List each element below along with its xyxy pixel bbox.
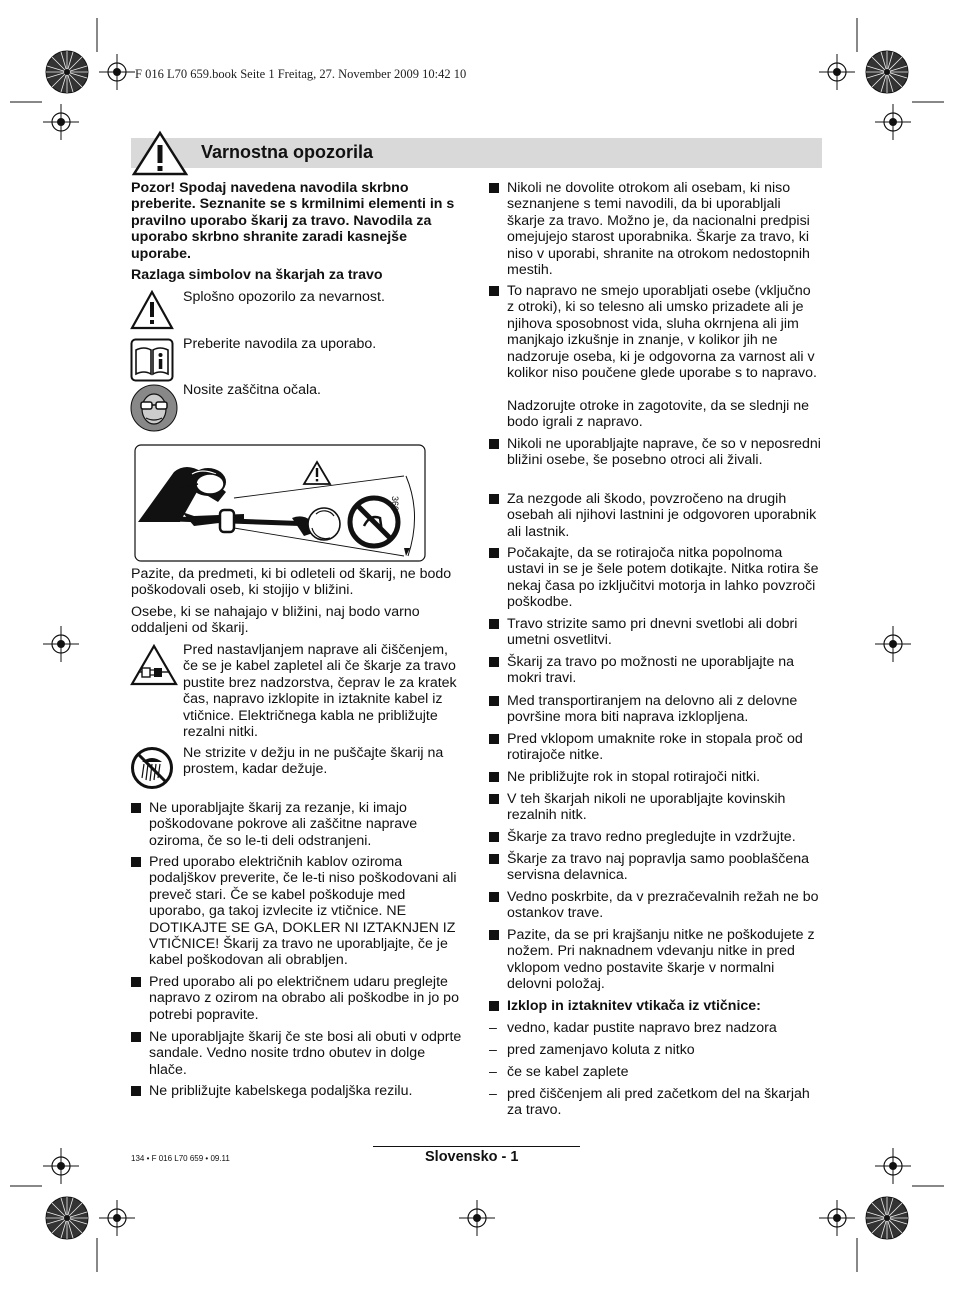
page-number: Slovensko - 1: [425, 1149, 519, 1165]
read-manual-icon: [130, 338, 174, 382]
footer-rule: [373, 1146, 580, 1147]
paragraph-bystanders: Osebe, ki se nahajajo v bližini, naj bodo varno oddaljeni od škarij.: [131, 604, 420, 637]
symbol-text-manual: Preberite navodila za uporabo.: [183, 336, 377, 352]
symbol-text-warning: Splošno opozorilo za nevarnost.: [183, 289, 385, 305]
no-rain-icon: [130, 746, 174, 790]
symbols-heading: Razlaga simbolov na škarjah za travo: [131, 267, 383, 283]
section-title: Varnostna opozorila: [201, 142, 374, 162]
unplug-instruction: Pred nastavljanjem naprave ali čiščenjem, če se je kabel zapletel ali če škarje za travo pustite brez nadzorstva, čeprav le za kratek čas, napravo izklopite in iztaknite kabel iz vtičnice. Električnega kabla ne približujte rezalni nitki.: [183, 642, 457, 741]
intro-warning: Pozor! Spodaj navedena navodila skrbno preberite. Seznanite se s krmilnimi elementi in s pravilno uporabo škarij za travo. Navodila za uporabo skrbno shranite zaradi kasnejše uporabe.: [131, 180, 455, 262]
safety-glasses-icon: [130, 384, 178, 432]
warning-triangle-icon: [130, 290, 174, 330]
footer-code: 134 • F 016 L70 659 • 09.11: [131, 1154, 230, 1163]
warning-triangle-icon: [131, 130, 189, 176]
trimmer-safety-diagram: [134, 444, 426, 562]
unplug-warning-icon: [130, 644, 178, 686]
symbol-text-glasses: Nosite zaščitna očala.: [183, 382, 322, 398]
print-slug: F 016 L70 659.book Seite 1 Freitag, 27. November 2009 10:42 10: [135, 67, 467, 81]
paragraph-debris: Pazite, da predmeti, ki bi odleteli od škarij, ne bodo poškodovali oseb, ki stojijo v bližini.: [131, 566, 452, 599]
rain-instruction: Ne strizite v dežju in ne puščajte škarij na prostem, kadar dežuje.: [183, 745, 444, 778]
diagram-angle-label: 360°: [390, 496, 400, 515]
